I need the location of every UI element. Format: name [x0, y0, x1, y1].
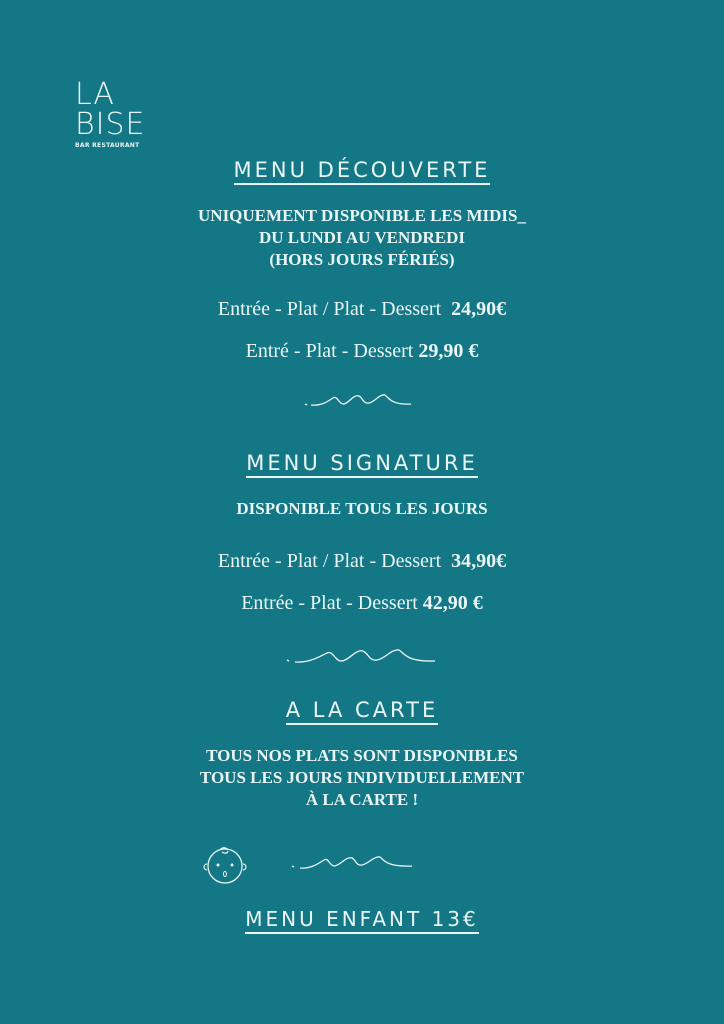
menu-signature-conditions: DISPONIBLE TOUS LES JOURS — [236, 499, 488, 518]
description-line: TOUS NOS PLATS SONT DISPONIBLES — [206, 746, 518, 765]
wave-divider-icon — [290, 852, 415, 872]
condition-line: DU LUNDI AU VENDREDI — [258, 228, 466, 247]
menu-enfant-title: MENU ENFANT 13€ — [0, 907, 724, 931]
logo-tagline: BAR RESTAURANT — [75, 142, 140, 149]
description-line: À LA CARTE ! — [305, 790, 419, 809]
price-line: Entré - Plat - Dessert 29,90 € — [245, 340, 479, 362]
logo — [75, 77, 146, 149]
price-line: Entrée - Plat / Plat - Dessert 24,90€ — [217, 298, 507, 320]
description-line: TOUS LES JOURS INDIVIDUELLEMENT — [199, 768, 525, 787]
condition-line: (HORS JOURS FÉRIÉS) — [269, 250, 455, 269]
wave-divider-icon — [303, 390, 415, 410]
menu-signature-title: MENU SIGNATURE — [0, 451, 724, 475]
wave-divider-icon — [285, 645, 440, 667]
logo-line1: LA — [75, 77, 115, 112]
price-line: Entrée - Plat / Plat - Dessert 34,90€ — [217, 550, 507, 572]
condition-line: UNIQUEMENT DISPONIBLE LES MIDIS_ — [198, 206, 526, 225]
baby-face-icon — [202, 844, 248, 886]
menu-decouverte-conditions — [0, 205, 724, 271]
a-la-carte-description — [0, 745, 724, 811]
menu-decouverte-title: MENU DÉCOUVERTE — [0, 158, 724, 182]
a-la-carte-title: A LA CARTE — [0, 698, 724, 722]
logo-line2: BISE — [75, 107, 146, 142]
price-line: Entrée - Plat - Dessert 42,90 € — [241, 592, 483, 614]
